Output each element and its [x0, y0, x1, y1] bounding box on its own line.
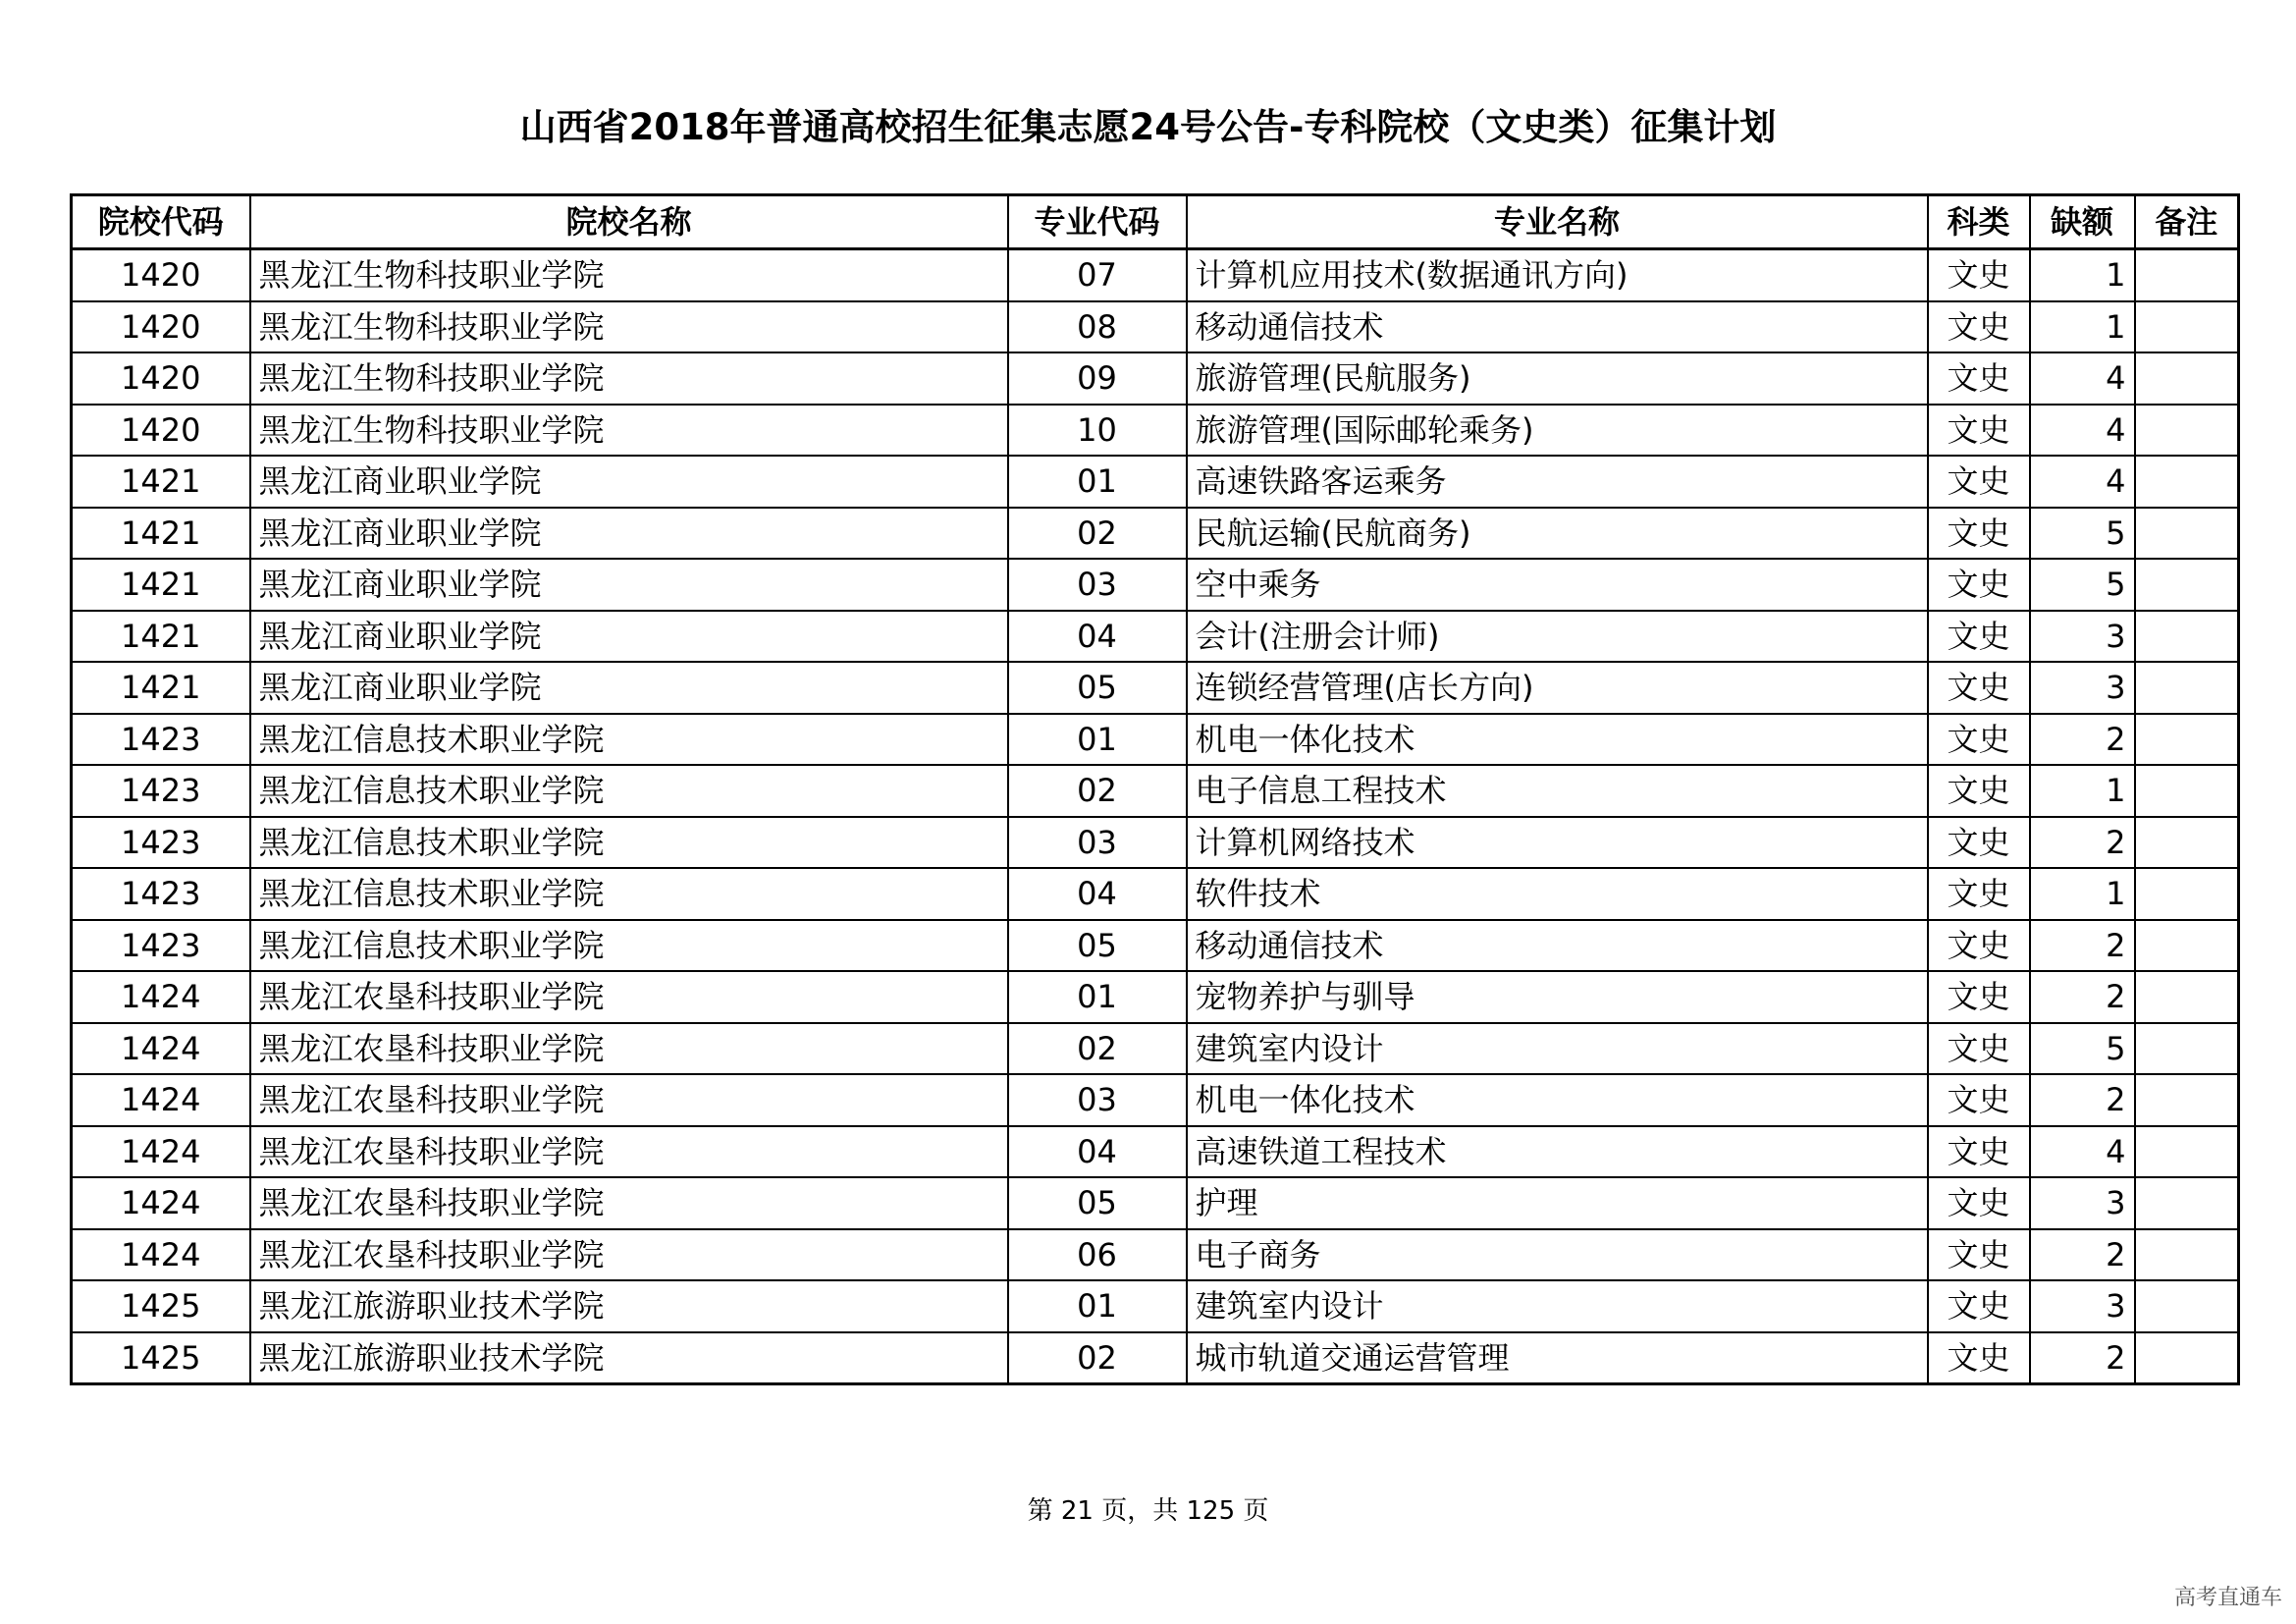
- school-name-cell: 黑龙江农垦科技职业学院: [250, 1229, 1008, 1281]
- table-row: [72, 456, 2239, 508]
- school-code-cell: 1424: [72, 1126, 250, 1178]
- category-cell: 文史: [1928, 817, 2030, 869]
- category-cell: 文史: [1928, 662, 2030, 714]
- school-name-cell: 黑龙江农垦科技职业学院: [250, 1074, 1008, 1126]
- remarks-cell: [2135, 868, 2239, 920]
- school-code-cell: 1421: [72, 662, 250, 714]
- school-code-cell: 1421: [72, 456, 250, 508]
- major-code-cell: 02: [1008, 508, 1187, 560]
- major-name-cell: 建筑室内设计: [1187, 1023, 1928, 1075]
- school-name-cell: 黑龙江商业职业学院: [250, 611, 1008, 663]
- school-code-cell: 1423: [72, 817, 250, 869]
- header-category: 科类: [1928, 195, 2030, 249]
- major-code-cell: 09: [1008, 352, 1187, 405]
- school-name-cell: 黑龙江信息技术职业学院: [250, 765, 1008, 817]
- major-name-cell: 建筑室内设计: [1187, 1280, 1928, 1332]
- major-name-cell: 计算机应用技术(数据通讯方向): [1187, 249, 1928, 301]
- vacancies-cell: 2: [2030, 714, 2135, 766]
- school-code-cell: 1423: [72, 920, 250, 972]
- table-row: [72, 1023, 2239, 1075]
- school-name-cell: 黑龙江农垦科技职业学院: [250, 1023, 1008, 1075]
- school-name-cell: 黑龙江信息技术职业学院: [250, 817, 1008, 869]
- major-name-cell: 高速铁道工程技术: [1187, 1126, 1928, 1178]
- major-code-cell: 03: [1008, 559, 1187, 611]
- table-row: [72, 765, 2239, 817]
- remarks-cell: [2135, 971, 2239, 1023]
- major-name-cell: 软件技术: [1187, 868, 1928, 920]
- remarks-cell: [2135, 559, 2239, 611]
- school-name-cell: 黑龙江商业职业学院: [250, 559, 1008, 611]
- vacancies-cell: 1: [2030, 301, 2135, 353]
- school-name-cell: 黑龙江商业职业学院: [250, 508, 1008, 560]
- header-vacancies: 缺额: [2030, 195, 2135, 249]
- major-code-cell: 03: [1008, 817, 1187, 869]
- vacancies-cell: 2: [2030, 817, 2135, 869]
- major-name-cell: 民航运输(民航商务): [1187, 508, 1928, 560]
- header-major-name: 专业名称: [1187, 195, 1928, 249]
- school-name-cell: 黑龙江信息技术职业学院: [250, 714, 1008, 766]
- major-code-cell: 01: [1008, 1280, 1187, 1332]
- table-row: [72, 508, 2239, 560]
- school-name-cell: 黑龙江生物科技职业学院: [250, 352, 1008, 405]
- major-name-cell: 移动通信技术: [1187, 920, 1928, 972]
- school-code-cell: 1424: [72, 1074, 250, 1126]
- vacancies-cell: 4: [2030, 456, 2135, 508]
- table-row: [72, 249, 2239, 301]
- school-code-cell: 1423: [72, 868, 250, 920]
- category-cell: 文史: [1928, 301, 2030, 353]
- vacancies-cell: 5: [2030, 1023, 2135, 1075]
- vacancies-cell: 1: [2030, 249, 2135, 301]
- school-name-cell: 黑龙江商业职业学院: [250, 662, 1008, 714]
- remarks-cell: [2135, 920, 2239, 972]
- school-code-cell: 1420: [72, 405, 250, 457]
- table-row: [72, 301, 2239, 353]
- category-cell: 文史: [1928, 508, 2030, 560]
- major-name-cell: 旅游管理(国际邮轮乘务): [1187, 405, 1928, 457]
- table-row: [72, 1332, 2239, 1384]
- remarks-cell: [2135, 249, 2239, 301]
- vacancies-cell: 3: [2030, 611, 2135, 663]
- major-name-cell: 宠物养护与驯导: [1187, 971, 1928, 1023]
- school-code-cell: 1424: [72, 1177, 250, 1229]
- remarks-cell: [2135, 301, 2239, 353]
- vacancies-cell: 4: [2030, 405, 2135, 457]
- category-cell: 文史: [1928, 611, 2030, 663]
- header-major-code: 专业代码: [1008, 195, 1187, 249]
- table-row: [72, 662, 2239, 714]
- major-name-cell: 连锁经营管理(店长方向): [1187, 662, 1928, 714]
- category-cell: 文史: [1928, 1023, 2030, 1075]
- category-cell: 文史: [1928, 249, 2030, 301]
- school-code-cell: 1420: [72, 249, 250, 301]
- remarks-cell: [2135, 405, 2239, 457]
- school-name-cell: 黑龙江生物科技职业学院: [250, 405, 1008, 457]
- school-name-cell: 黑龙江农垦科技职业学院: [250, 971, 1008, 1023]
- remarks-cell: [2135, 1074, 2239, 1126]
- major-code-cell: 02: [1008, 1023, 1187, 1075]
- category-cell: 文史: [1928, 1229, 2030, 1281]
- major-name-cell: 移动通信技术: [1187, 301, 1928, 353]
- remarks-cell: [2135, 1023, 2239, 1075]
- major-code-cell: 02: [1008, 1332, 1187, 1384]
- table-row: [72, 611, 2239, 663]
- header-row: [72, 195, 2239, 249]
- remarks-cell: [2135, 1229, 2239, 1281]
- remarks-cell: [2135, 714, 2239, 766]
- major-code-cell: 05: [1008, 920, 1187, 972]
- school-name-cell: 黑龙江信息技术职业学院: [250, 868, 1008, 920]
- school-code-cell: 1421: [72, 611, 250, 663]
- category-cell: 文史: [1928, 456, 2030, 508]
- category-cell: 文史: [1928, 765, 2030, 817]
- remarks-cell: [2135, 817, 2239, 869]
- table-row: [72, 868, 2239, 920]
- school-code-cell: 1420: [72, 301, 250, 353]
- header-remarks: 备注: [2135, 195, 2239, 249]
- major-code-cell: 04: [1008, 1126, 1187, 1178]
- school-name-cell: 黑龙江商业职业学院: [250, 456, 1008, 508]
- table-row: [72, 1280, 2239, 1332]
- vacancies-cell: 5: [2030, 508, 2135, 560]
- vacancies-cell: 3: [2030, 1280, 2135, 1332]
- remarks-cell: [2135, 1280, 2239, 1332]
- major-code-cell: 01: [1008, 971, 1187, 1023]
- header-school-code: 院校代码: [72, 195, 250, 249]
- major-code-cell: 07: [1008, 249, 1187, 301]
- major-code-cell: 08: [1008, 301, 1187, 353]
- category-cell: 文史: [1928, 1126, 2030, 1178]
- major-code-cell: 05: [1008, 1177, 1187, 1229]
- school-code-cell: 1423: [72, 765, 250, 817]
- category-cell: 文史: [1928, 405, 2030, 457]
- major-code-cell: 02: [1008, 765, 1187, 817]
- major-name-cell: 计算机网络技术: [1187, 817, 1928, 869]
- table-body: [72, 249, 2239, 1384]
- remarks-cell: [2135, 1177, 2239, 1229]
- table-row: [72, 714, 2239, 766]
- vacancies-cell: 4: [2030, 1126, 2135, 1178]
- school-name-cell: 黑龙江生物科技职业学院: [250, 249, 1008, 301]
- document-title: 山西省2018年普通高校招生征集志愿24号公告-专科院校（文史类）征集计划: [519, 106, 1777, 148]
- watermark: 高考直通车: [2173, 1586, 2282, 1610]
- major-name-cell: 会计(注册会计师): [1187, 611, 1928, 663]
- remarks-cell: [2135, 662, 2239, 714]
- school-code-cell: 1425: [72, 1332, 250, 1384]
- category-cell: 文史: [1928, 352, 2030, 405]
- table-header: [72, 195, 2239, 249]
- major-name-cell: 电子信息工程技术: [1187, 765, 1928, 817]
- school-code-cell: 1423: [72, 714, 250, 766]
- school-code-cell: 1421: [72, 559, 250, 611]
- major-name-cell: 护理: [1187, 1177, 1928, 1229]
- remarks-cell: [2135, 765, 2239, 817]
- major-name-cell: 空中乘务: [1187, 559, 1928, 611]
- category-cell: 文史: [1928, 1280, 2030, 1332]
- vacancies-cell: 2: [2030, 920, 2135, 972]
- table-row: [72, 971, 2239, 1023]
- vacancies-cell: 3: [2030, 1177, 2135, 1229]
- page-number: 第 21 页，共 125 页: [1027, 1496, 1269, 1526]
- major-name-cell: 城市轨道交通运营管理: [1187, 1332, 1928, 1384]
- major-name-cell: 机电一体化技术: [1187, 714, 1928, 766]
- table-row: [72, 559, 2239, 611]
- school-code-cell: 1425: [72, 1280, 250, 1332]
- major-code-cell: 06: [1008, 1229, 1187, 1281]
- table-row: [72, 352, 2239, 405]
- major-code-cell: 04: [1008, 611, 1187, 663]
- table-row: [72, 920, 2239, 972]
- school-name-cell: 黑龙江农垦科技职业学院: [250, 1126, 1008, 1178]
- school-name-cell: 黑龙江旅游职业技术学院: [250, 1280, 1008, 1332]
- vacancies-cell: 2: [2030, 1229, 2135, 1281]
- vacancies-cell: 2: [2030, 971, 2135, 1023]
- major-code-cell: 01: [1008, 456, 1187, 508]
- school-code-cell: 1424: [72, 1023, 250, 1075]
- category-cell: 文史: [1928, 971, 2030, 1023]
- category-cell: 文史: [1928, 868, 2030, 920]
- table-row: [72, 817, 2239, 869]
- remarks-cell: [2135, 611, 2239, 663]
- school-name-cell: 黑龙江生物科技职业学院: [250, 301, 1008, 353]
- table-row: [72, 1126, 2239, 1178]
- category-cell: 文史: [1928, 1332, 2030, 1384]
- enrollment-plan-table: [70, 193, 2240, 1385]
- vacancies-cell: 5: [2030, 559, 2135, 611]
- vacancies-cell: 3: [2030, 662, 2135, 714]
- vacancies-cell: 1: [2030, 868, 2135, 920]
- school-name-cell: 黑龙江信息技术职业学院: [250, 920, 1008, 972]
- major-code-cell: 03: [1008, 1074, 1187, 1126]
- major-code-cell: 05: [1008, 662, 1187, 714]
- category-cell: 文史: [1928, 1074, 2030, 1126]
- header-school-name: 院校名称: [250, 195, 1008, 249]
- remarks-cell: [2135, 456, 2239, 508]
- table-row: [72, 1074, 2239, 1126]
- category-cell: 文史: [1928, 559, 2030, 611]
- school-name-cell: 黑龙江旅游职业技术学院: [250, 1332, 1008, 1384]
- table-row: [72, 1177, 2239, 1229]
- major-code-cell: 04: [1008, 868, 1187, 920]
- school-code-cell: 1421: [72, 508, 250, 560]
- table-row: [72, 405, 2239, 457]
- vacancies-cell: 1: [2030, 765, 2135, 817]
- major-name-cell: 旅游管理(民航服务): [1187, 352, 1928, 405]
- school-code-cell: 1424: [72, 971, 250, 1023]
- school-code-cell: 1424: [72, 1229, 250, 1281]
- table-row: [72, 1229, 2239, 1281]
- remarks-cell: [2135, 352, 2239, 405]
- vacancies-cell: 2: [2030, 1074, 2135, 1126]
- school-name-cell: 黑龙江农垦科技职业学院: [250, 1177, 1008, 1229]
- major-name-cell: 高速铁路客运乘务: [1187, 456, 1928, 508]
- category-cell: 文史: [1928, 714, 2030, 766]
- category-cell: 文史: [1928, 1177, 2030, 1229]
- vacancies-cell: 4: [2030, 352, 2135, 405]
- major-code-cell: 10: [1008, 405, 1187, 457]
- major-name-cell: 电子商务: [1187, 1229, 1928, 1281]
- remarks-cell: [2135, 508, 2239, 560]
- vacancies-cell: 2: [2030, 1332, 2135, 1384]
- remarks-cell: [2135, 1126, 2239, 1178]
- remarks-cell: [2135, 1332, 2239, 1384]
- school-code-cell: 1420: [72, 352, 250, 405]
- major-code-cell: 01: [1008, 714, 1187, 766]
- category-cell: 文史: [1928, 920, 2030, 972]
- major-name-cell: 机电一体化技术: [1187, 1074, 1928, 1126]
